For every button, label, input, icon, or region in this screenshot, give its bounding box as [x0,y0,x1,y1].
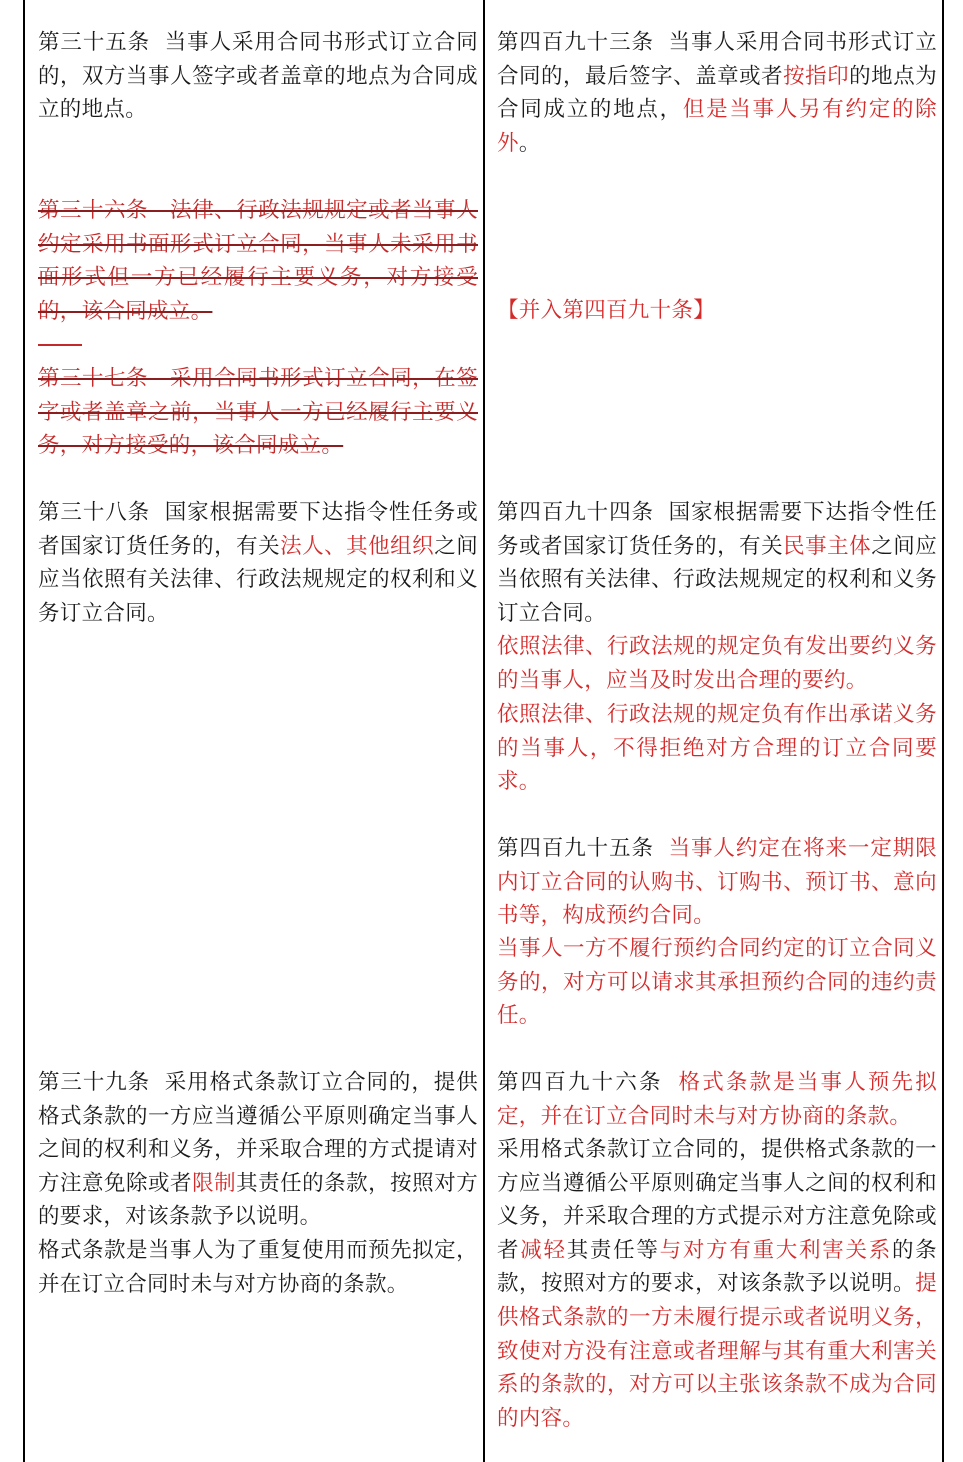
article-36-deleted [38,194,478,328]
article-36-text: 第三十六条 法律、行政法规规定或者当事人约定采用书面形式订立合同，当事人未采用书面形式但一方已经履行主要义务，对方接受的，该合同成立。 [38,198,478,324]
article-496-para-2 [497,1133,937,1435]
article-493-label: 第四百九十三条 [497,30,654,55]
article-496-para-2-changed-2: 与对方有重大利害关系 [659,1237,892,1263]
article-494-para-3 [497,698,937,799]
article-39 [38,1066,478,1234]
article-496-para-2-text-3: 的条款，按照对方的要求，对该条款予以说明。 [497,1237,937,1297]
article-494-text-2: 之间应当依照有关法律、行政法规规定的权利和义务订立合同。 [497,533,938,626]
article-38-text-2: 之间应当依照有关法律、行政法规规定的权利和义务订立合同。 [38,533,478,626]
merge-note-text: 【并入第四百九十条】 [497,298,716,323]
article-495-label: 第四百九十五条 [497,836,654,861]
article-38-label: 第三十八条 [38,500,151,525]
article-493-text-1: 当事人采用合同书形式订立合同的，最后签字、盖章或者 [497,30,937,89]
article-496-changed-1: 格式条款是当事人预先拟定，并在订立合同时未与对方协商的条款。 [497,1070,937,1129]
article-37-text: 第三十七条 采用合同书形式订立合同，在签字或者盖章之前，当事人一方已经履行主要义务，对方接受的，该合同成立。 [38,366,478,459]
article-493-changed-2: 但是当事人另有约定的除外 [497,97,937,156]
article-494 [497,496,937,630]
article-496-para-2-text-1: 采用格式条款订立合同的，提供格式条款的一方应当遵循公平原则确定当事人之间的权利和义务，并采取合理的方式提示对方注意免除或者 [497,1137,937,1263]
article-38-text-1: 国家根据需要下达指令性任务或者国家订货任务的，有关 [38,500,478,559]
article-494-para-2 [497,630,937,697]
article-496-para-2-text-2: 其责任等 [566,1237,660,1263]
article-39-text-1: 采用格式条款订立合同的，提供格式条款的一方应当遵循公平原则确定当事人之间的权利和义务，并采取合理的方式提请对方注意免除或者 [38,1070,478,1196]
article-35-text: 当事人采用合同书形式订立合同的，双方当事人签字或者盖章的地点为合同成立的地点。 [38,30,478,123]
article-39-text-2: 其责任的条款，按照对方的要求，对该条款予以说明。 [38,1170,478,1230]
article-38 [38,496,478,630]
article-35-label: 第三十五条 [38,30,151,55]
article-39-para-2-text: 格式条款是当事人为了重复使用而预先拟定，并在订立合同时未与对方协商的条款。 [38,1238,478,1297]
article-39-changed-1: 限制 [192,1170,237,1196]
article-494-text-1: 国家根据需要下达指令性任务或者国家订货任务的，有关 [497,500,937,559]
article-37-deleted [38,362,478,463]
article-496-para-2-changed-1: 减轻 [520,1237,567,1263]
article-494-para-3-text: 依照法律、行政法规的规定负有作出承诺义务的当事人，不得拒绝对方合理的订立合同要求。 [497,702,937,795]
article-39-label: 第三十九条 [38,1070,151,1095]
article-495-changed-1: 当事人约定在将来一定期限内订立合同的认购书、订购书、预订书、意向书等，构成预约合同。 [497,836,937,929]
left-border-line [23,0,25,1462]
article-496 [497,1066,937,1133]
article-35 [38,26,478,127]
column-divider-line [483,0,485,1462]
article-493-text-2: 的地点为合同成立的地点， [497,63,938,123]
article-496-label: 第四百九十六条 [497,1070,663,1095]
article-495 [497,832,937,933]
article-493-text-3: 。 [518,130,541,156]
article-39-para-2 [38,1234,478,1301]
article-494-para-2-text: 依照法律、行政法规的规定负有发出要约义务的当事人，应当及时发出合理的要约。 [497,634,937,693]
merge-note [497,294,937,328]
right-border-line [942,0,944,1462]
article-493 [497,26,937,160]
article-493-changed-1: 按指印 [783,63,850,89]
article-38-changed-1: 法人、其他组织 [280,533,435,559]
article-495-para-2-text: 当事人一方不履行预约合同约定的订立合同义务的，对方可以请求其承担预约合同的违约责任。 [497,936,937,1029]
separator-dash [38,344,82,346]
article-494-changed-1: 民事主体 [783,533,872,559]
article-496-para-2-changed-3: 提供格式条款的一方未履行提示或者说明义务，致使对方没有注意或者理解与其有重大利害关系的条款的，对方可以主张该条款不成为合同的内容。 [497,1271,937,1431]
article-495-para-2 [497,932,937,1033]
article-494-label: 第四百九十四条 [497,500,654,525]
